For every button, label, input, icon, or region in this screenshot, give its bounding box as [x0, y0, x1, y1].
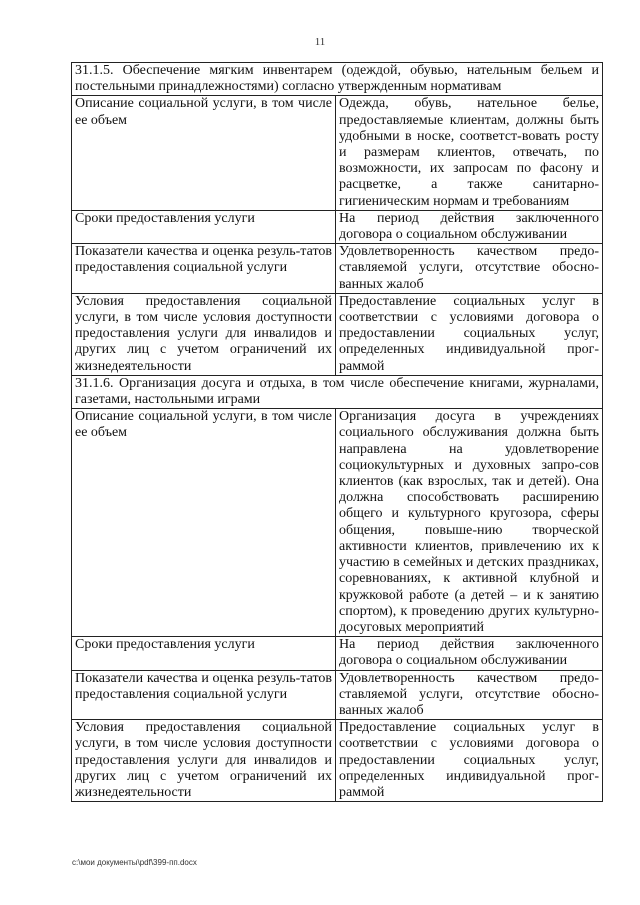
table-row: [72, 670, 603, 720]
row-value: Одежда, обувь, нательное белье, предоставляемые клиентам, должны быть удобными в носке, соответст-вовать росту и размерам клиентов, отвечать, по возможности, их запросам по фасону и расцветке, а также санитарно-гигиеническим нормам и требованиям: [336, 96, 603, 210]
row-label: Сроки предоставления услуги: [72, 637, 336, 670]
row-label: Показатели качества и оценка резуль-татов предоставления социальной услуги: [72, 244, 336, 294]
table-row: [72, 244, 603, 294]
row-label: Условия предоставления социальной услуги, в том числе условия доступности предоставления услуги для инвалидов и других лиц с учетом ограничений их жизнедеятельности: [72, 293, 336, 375]
table-row: [72, 637, 603, 670]
table-row: [72, 96, 603, 210]
row-value: Удовлетворенность качеством предо-ставляемой услуги, отсутствие обосно-ванных жалоб: [336, 670, 603, 720]
row-value: На период действия заключенного договора о социальном обслуживании: [336, 637, 603, 670]
section-heading-31-1-5: 31.1.5. Обеспечение мягким инвентарем (одеждой, обувью, нательным бельем и постельными принадлежностями) согласно утвержденным нормативам: [72, 63, 603, 96]
row-value: Предоставление социальных услуг в соответствии с условиями договора о предоставлении социальных услуг, определенных индивидуальной прог-раммой: [336, 293, 603, 375]
table-row: [72, 409, 603, 637]
page-number: 11: [314, 36, 326, 48]
row-value: Предоставление социальных услуг в соответствии с условиями договора о предоставлении социальных услуг, определенных индивидуальной прог-раммой: [336, 720, 603, 802]
row-label: Сроки предоставления услуги: [72, 210, 336, 243]
footer-file-path: c:\мои документы\pdf\399-пп.docx: [72, 858, 197, 867]
row-label: Описание социальной услуги, в том числе ее объем: [72, 409, 336, 637]
row-label: Условия предоставления социальной услуги, в том числе условия доступности предоставления услуги для инвалидов и других лиц с учетом ограничений их жизнедеятельности: [72, 720, 336, 802]
table-row: [72, 210, 603, 243]
section-heading-row: [72, 63, 603, 96]
services-table: [71, 62, 603, 802]
row-value: Организация досуга в учреждениях социального обслуживания должна быть направлена на удовлетворение социокультурных и духовных запро-сов клиентов (как взрослых, так и детей). Она должна способствовать расширению общего и культурного кругозора, сферы общения, повыше-нию творческой активности клиентов, привлечению их к участию в семейных и детских праздниках, соревнованиях, к активной клубной и кружковой работе (а детей – и к занятию спортом), к проведению других культурно-досуговых мероприятий: [336, 409, 603, 637]
row-value: На период действия заключенного договора о социальном обслуживании: [336, 210, 603, 243]
table-row: [72, 293, 603, 375]
table-row: [72, 720, 603, 802]
section-heading-row: [72, 375, 603, 408]
row-label: Показатели качества и оценка резуль-татов предоставления социальной услуги: [72, 670, 336, 720]
section-heading-31-1-6: 31.1.6. Организация досуга и отдыха, в том числе обеспечение книгами, журналами, газетами, настольными играми: [72, 375, 603, 408]
row-value: Удовлетворенность качеством предо-ставляемой услуги, отсутствие обосно-ванных жалоб: [336, 244, 603, 294]
row-label: Описание социальной услуги, в том числе ее объем: [72, 96, 336, 210]
